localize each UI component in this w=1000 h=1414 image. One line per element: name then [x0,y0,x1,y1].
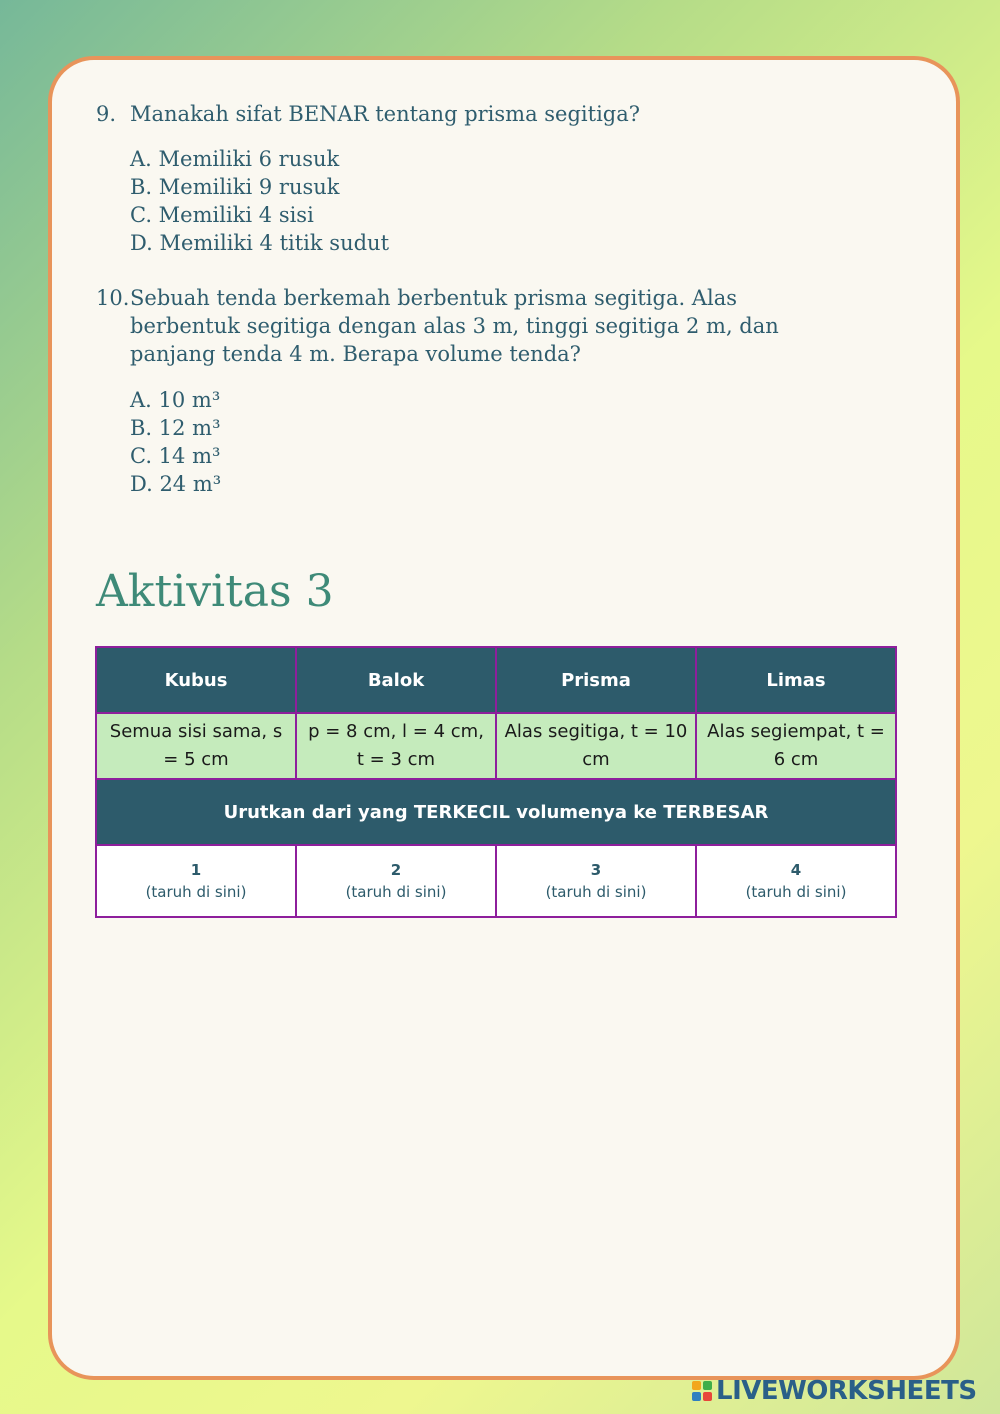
slot-placeholder: (taruh di sini) [145,883,247,901]
description-kubus[interactable]: Semua sisi sama, s = 5 cm [96,713,296,779]
instruction-row [96,779,896,845]
instruction-text: Urutkan dari yang TERKECIL volumenya ke TERBESAR [96,779,896,845]
description-limas[interactable]: Alas segiempat, t = 6 cm [696,713,896,779]
options-list [130,386,221,498]
header-balok: Balok [296,647,496,713]
slot-number: 3 [590,861,602,879]
slot-placeholder: (taruh di sini) [345,883,447,901]
option-a[interactable]: A. Memiliki 6 rusuk [130,147,340,171]
liveworksheets-logo-icon [692,1381,712,1401]
drop-slot-3[interactable] [496,845,696,917]
question-text: Manakah sifat BENAR tentang prisma segitiga? [130,102,641,126]
liveworksheets-logo [692,1376,977,1406]
shape-description-row [96,713,896,779]
description-balok[interactable]: p = 8 cm, l = 4 cm, t = 3 cm [296,713,496,779]
activity-table [95,646,897,918]
drop-slot-4[interactable] [696,845,896,917]
logo-square-icon [692,1392,701,1401]
header-limas: Limas [696,647,896,713]
option-d[interactable]: D. Memiliki 4 titik sudut [130,231,390,255]
logo-square-icon [692,1381,701,1390]
question-number: 10. [96,286,130,310]
option-c[interactable]: C. 14 m³ [130,444,221,468]
slot-placeholder: (taruh di sini) [545,883,647,901]
options-list [130,145,389,257]
question-number: 9. [96,102,117,126]
header-prisma: Prisma [496,647,696,713]
slot-placeholder: (taruh di sini) [745,883,847,901]
logo-square-icon [703,1392,712,1401]
option-b[interactable]: B. 12 m³ [130,416,221,440]
drop-slot-1[interactable] [96,845,296,917]
header-kubus: Kubus [96,647,296,713]
shape-header-row [96,647,896,713]
option-b[interactable]: B. Memiliki 9 rusuk [130,175,340,199]
option-c[interactable]: C. Memiliki 4 sisi [130,203,314,227]
option-a[interactable]: A. 10 m³ [130,388,221,412]
option-d[interactable]: D. 24 m³ [130,472,222,496]
slot-number: 1 [190,861,202,879]
activity-title: Aktivitas 3 [96,566,334,617]
slot-number: 4 [790,861,802,879]
drop-slot-row [96,845,896,917]
slot-number: 2 [390,861,402,879]
question-text: Sebuah tenda berkemah berbentuk prisma segitiga. Alas berbentuk segitiga dengan alas 3 m, tinggi segitiga 2 m, dan panjang tenda 4 m. Berapa volume tenda? [130,286,779,366]
logo-text: LIVEWORKSHEETS [716,1376,977,1406]
logo-square-icon [703,1381,712,1390]
drop-slot-2[interactable] [296,845,496,917]
description-prisma[interactable]: Alas segitiga, t = 10 cm [496,713,696,779]
